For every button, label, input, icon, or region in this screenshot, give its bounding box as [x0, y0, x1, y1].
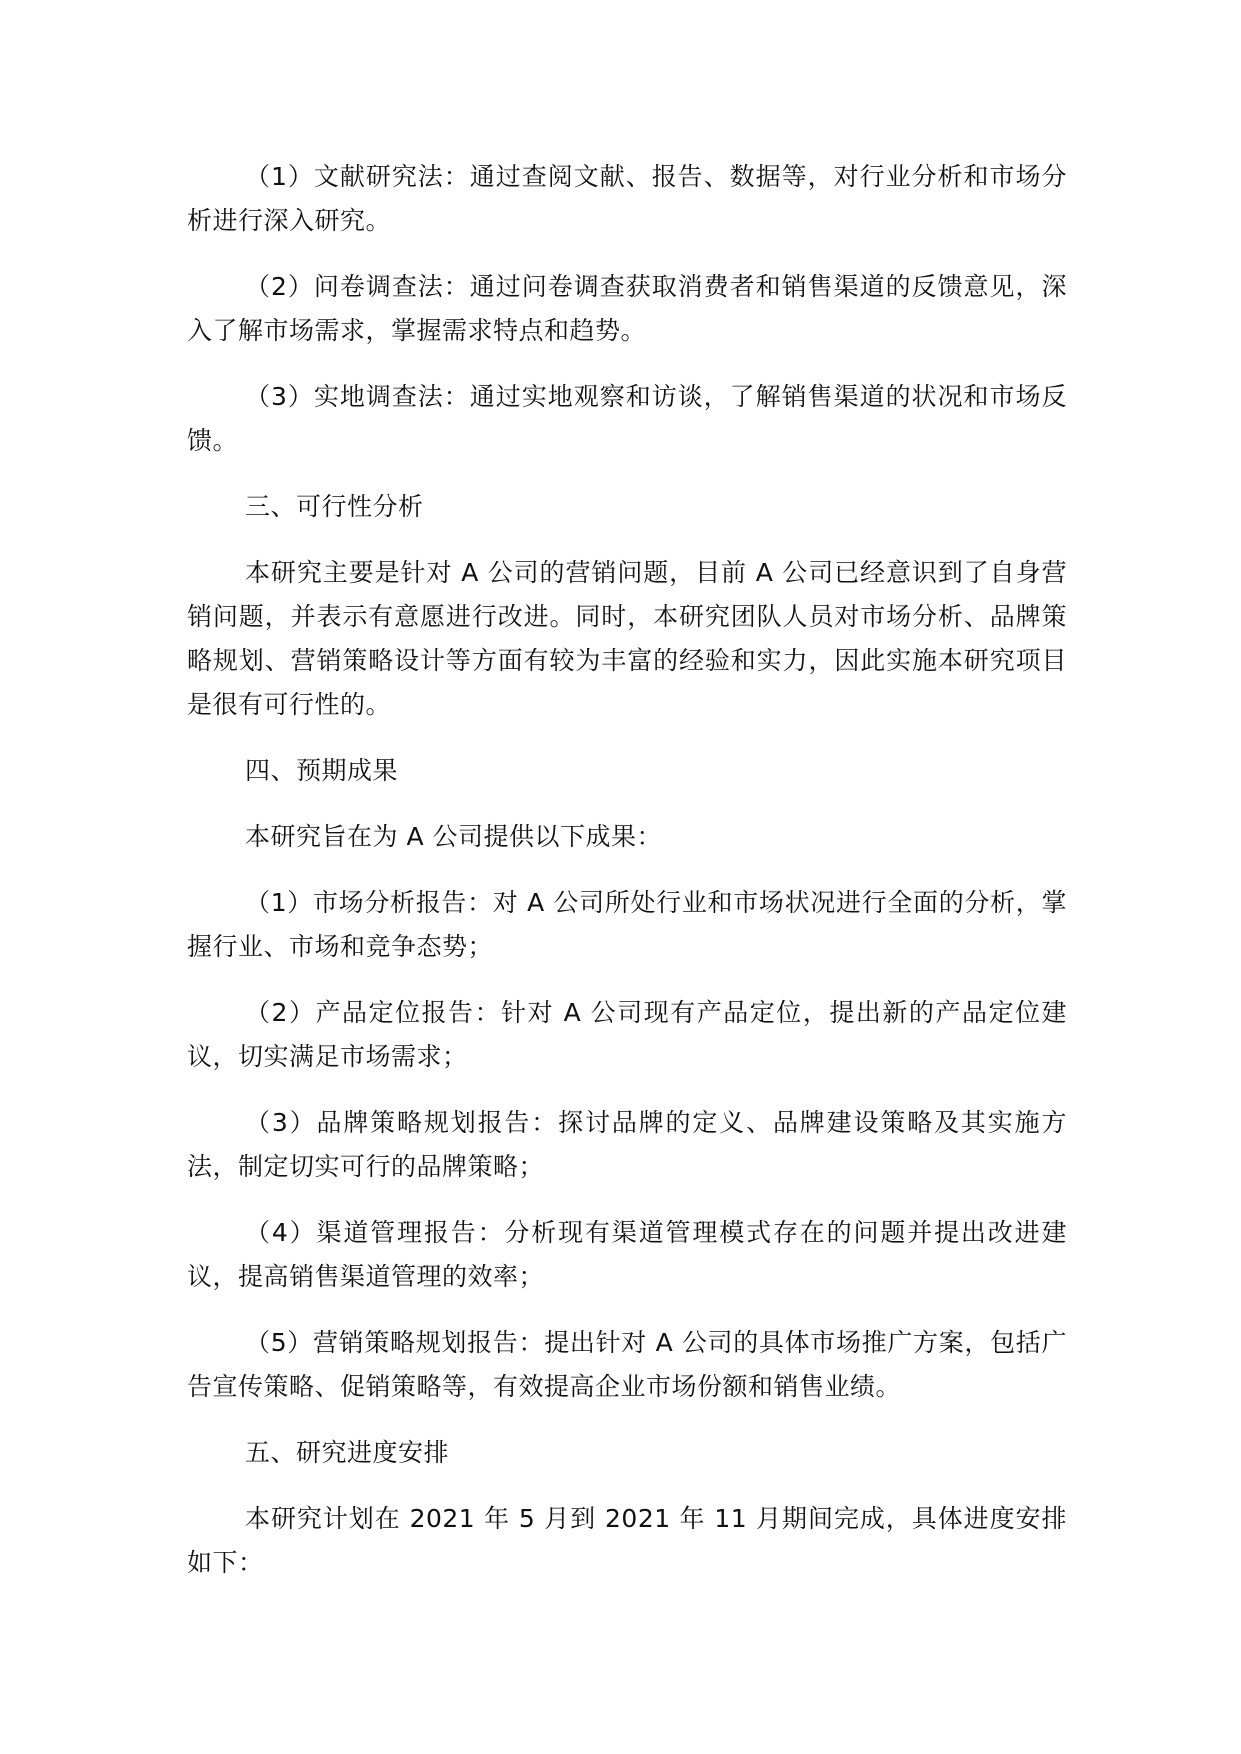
schedule-intro-paragraph: 本研究计划在 2021 年 5 月到 2021 年 11 月期间完成，具体进度安排如下：	[187, 1504, 1067, 1577]
expected-results-intro-paragraph: 本研究旨在为 A 公司提供以下成果：	[245, 822, 662, 851]
section-heading-expected-results: 四、预期成果	[245, 756, 399, 785]
feasibility-paragraph: 本研究主要是针对 A 公司的营销问题，目前 A 公司已经意识到了自身营销问题，并表示有意愿进行改进。同时，本研究团队人员对市场分析、品牌策略规划、营销策略设计等方面有较为丰富的经验和实力，因此实施本研究项目是很有可行性的。	[187, 558, 1067, 719]
method-fieldwork-paragraph: （3）实地调查法：通过实地观察和访谈，了解销售渠道的状况和市场反馈。	[187, 382, 1067, 455]
result-product-positioning-paragraph: （2）产品定位报告：针对 A 公司现有产品定位，提出新的产品定位建议，切实满足市场需求；	[187, 998, 1067, 1071]
section-heading-schedule: 五、研究进度安排	[245, 1438, 450, 1467]
result-brand-strategy-paragraph: （3）品牌策略规划报告：探讨品牌的定义、品牌建设策略及其实施方法，制定切实可行的品牌策略；	[187, 1108, 1067, 1181]
method-questionnaire-paragraph: （2）问卷调查法：通过问卷调查获取消费者和销售渠道的反馈意见，深入了解市场需求，掌握需求特点和趋势。	[187, 272, 1067, 345]
result-market-analysis-paragraph: （1）市场分析报告：对 A 公司所处行业和市场状况进行全面的分析，掌握行业、市场和竞争态势；	[187, 888, 1067, 961]
section-heading-feasibility: 三、可行性分析	[245, 492, 424, 521]
result-channel-management-paragraph: （4）渠道管理报告：分析现有渠道管理模式存在的问题并提出改进建议，提高销售渠道管理的效率；	[187, 1218, 1067, 1291]
document-body	[187, 155, 1067, 1607]
method-literature-paragraph: （1）文献研究法：通过查阅文献、报告、数据等，对行业分析和市场分析进行深入研究。	[187, 162, 1067, 235]
result-marketing-strategy-paragraph: （5）营销策略规划报告：提出针对 A 公司的具体市场推广方案，包括广告宣传策略、促销策略等，有效提高企业市场份额和销售业绩。	[187, 1328, 1067, 1401]
